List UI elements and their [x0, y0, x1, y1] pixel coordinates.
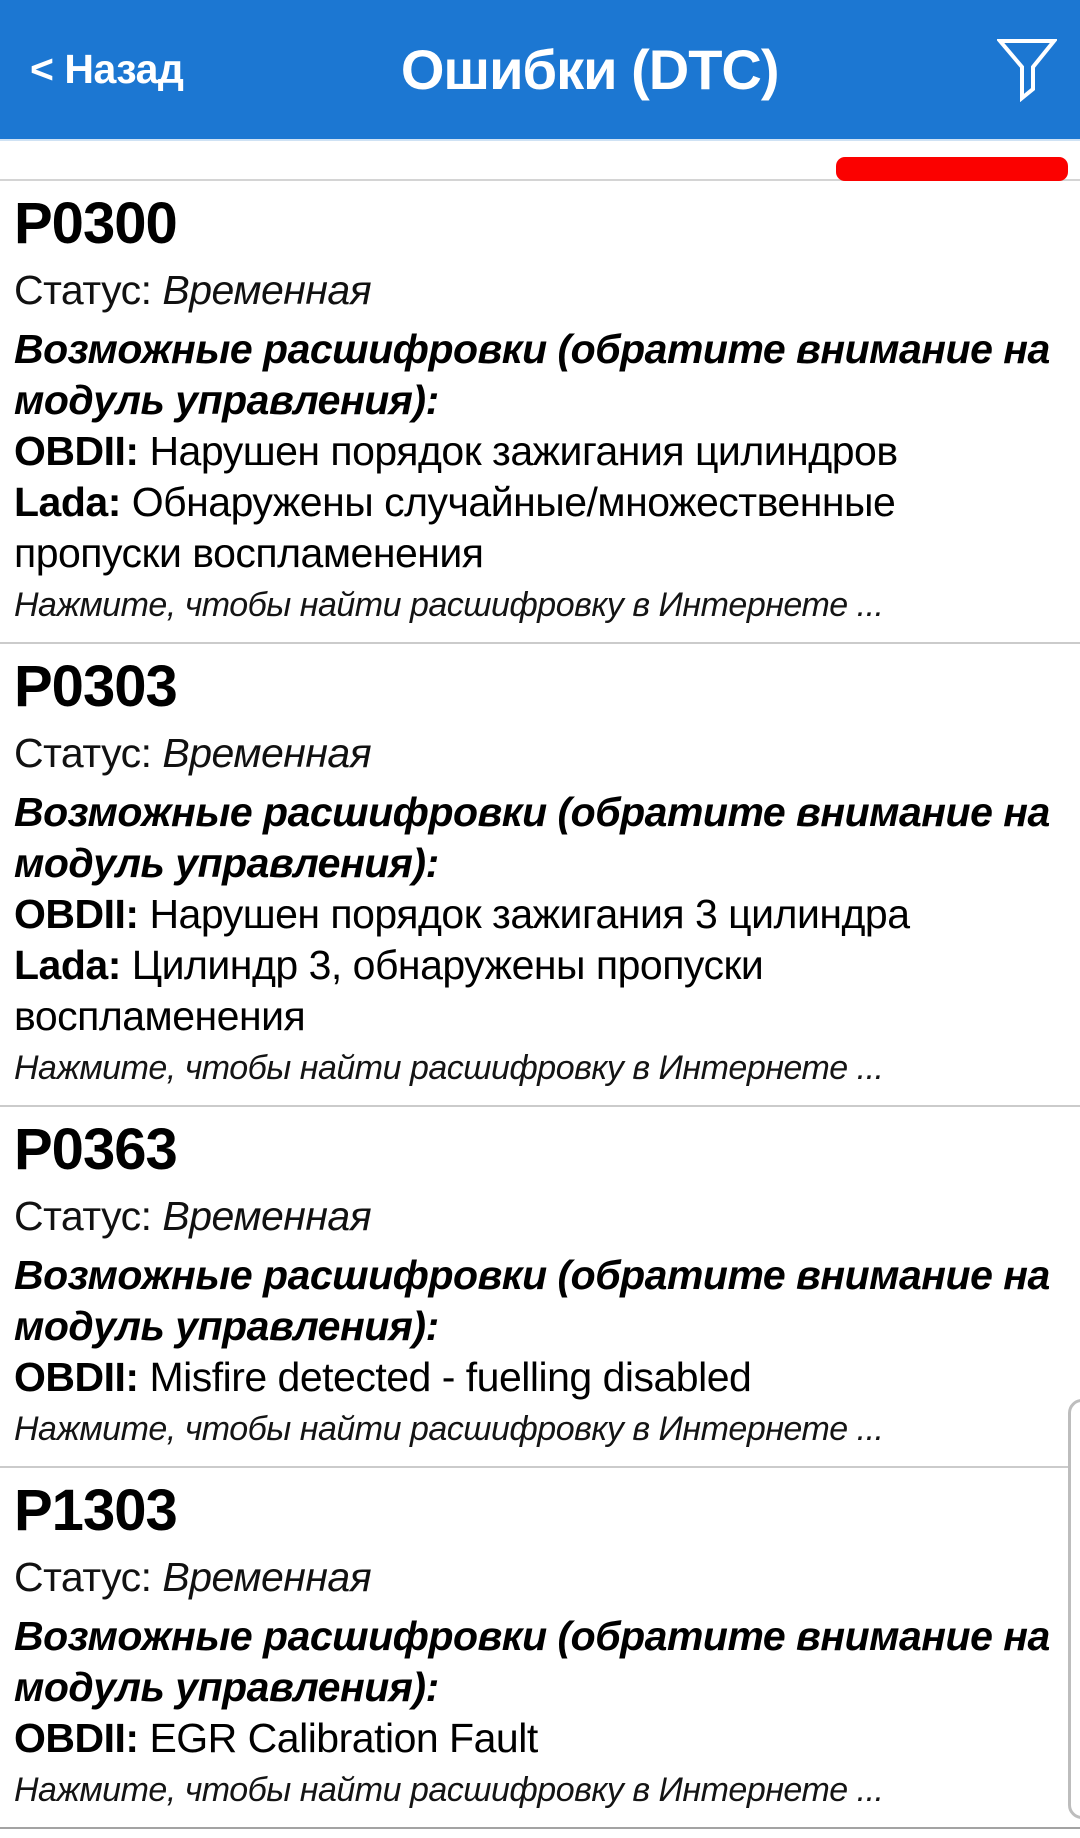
decoding-descriptions	[14, 1713, 1064, 1764]
decoding-source: OBDII:	[14, 891, 139, 937]
decoding-text: Misfire detected - fuelling disabled	[138, 1354, 752, 1400]
dtc-code: P0363	[14, 1117, 177, 1182]
filter-funnel-icon	[997, 38, 1057, 102]
dtc-code: P0303	[14, 654, 177, 719]
list-progress-indicator	[836, 157, 1068, 181]
dtc-entry[interactable]	[0, 1468, 1080, 1829]
filter-button[interactable]	[996, 37, 1058, 103]
dtc-status-line	[14, 265, 1064, 316]
page-title: Ошибки (DTC)	[400, 38, 779, 101]
decoding-descriptions	[14, 889, 1064, 1042]
dtc-code: P0300	[14, 191, 177, 256]
decoding-source: OBDII:	[14, 1715, 139, 1761]
back-button[interactable]: < Назад	[30, 46, 184, 92]
dtc-status-line	[14, 1552, 1064, 1603]
decoding-text: Нарушен порядок зажигания цилиндров	[138, 428, 898, 474]
decoding-description	[14, 1352, 1064, 1403]
dtc-entry[interactable]	[0, 1107, 1080, 1468]
status-label: Статус:	[14, 1554, 152, 1600]
dtc-code: P1303	[14, 1478, 177, 1543]
decoding-description	[14, 426, 1064, 477]
decodings-header: Возможные расшифровки (обратите внимание на модуль управления):	[14, 789, 1050, 886]
decoding-description	[14, 889, 1064, 940]
decoding-source: OBDII:	[14, 428, 139, 474]
status-value: Временная	[162, 267, 372, 313]
indicator-row	[0, 141, 1080, 181]
dtc-entries	[0, 181, 1080, 1829]
status-label: Статус:	[14, 267, 152, 313]
status-label: Статус:	[14, 1193, 152, 1239]
decoding-description	[14, 1713, 1064, 1764]
decoding-source: OBDII:	[14, 1354, 139, 1400]
status-value: Временная	[162, 1193, 372, 1239]
search-internet-hint: Нажмите, чтобы найти расшифровку в Интернете ...	[14, 586, 884, 624]
status-value: Временная	[162, 730, 372, 776]
decoding-text: Цилиндр 3, обнаружены пропуски воспламенения	[14, 942, 764, 1039]
search-internet-hint: Нажмите, чтобы найти расшифровку в Интернете ...	[14, 1771, 884, 1809]
decodings-header: Возможные расшифровки (обратите внимание на модуль управления):	[14, 326, 1050, 423]
decoding-text: Обнаружены случайные/множественные пропуски воспламенения	[14, 479, 896, 576]
dtc-entry[interactable]	[0, 644, 1080, 1107]
decodings-header: Возможные расшифровки (обратите внимание на модуль управления):	[14, 1252, 1050, 1349]
dtc-list	[0, 141, 1080, 1829]
dtc-status-line	[14, 1191, 1064, 1242]
decoding-descriptions	[14, 1352, 1064, 1403]
status-label: Статус:	[14, 730, 152, 776]
decoding-description	[14, 940, 1064, 1042]
search-internet-hint: Нажмите, чтобы найти расшифровку в Интернете ...	[14, 1049, 884, 1087]
decoding-text: EGR Calibration Fault	[138, 1715, 538, 1761]
search-internet-hint: Нажмите, чтобы найти расшифровку в Интернете ...	[14, 1410, 884, 1448]
decoding-text: Нарушен порядок зажигания 3 цилиндра	[138, 891, 910, 937]
decodings-header: Возможные расшифровки (обратите внимание на модуль управления):	[14, 1613, 1050, 1710]
decoding-description	[14, 477, 1064, 579]
dtc-status-line	[14, 728, 1064, 779]
dtc-entry[interactable]	[0, 181, 1080, 644]
status-value: Временная	[162, 1554, 372, 1600]
decoding-source: Lada:	[14, 942, 121, 988]
fastscroll-scrollbar[interactable]	[1068, 1399, 1080, 1819]
decoding-descriptions	[14, 426, 1064, 579]
decoding-source: Lada:	[14, 479, 121, 525]
app-header	[0, 0, 1080, 141]
